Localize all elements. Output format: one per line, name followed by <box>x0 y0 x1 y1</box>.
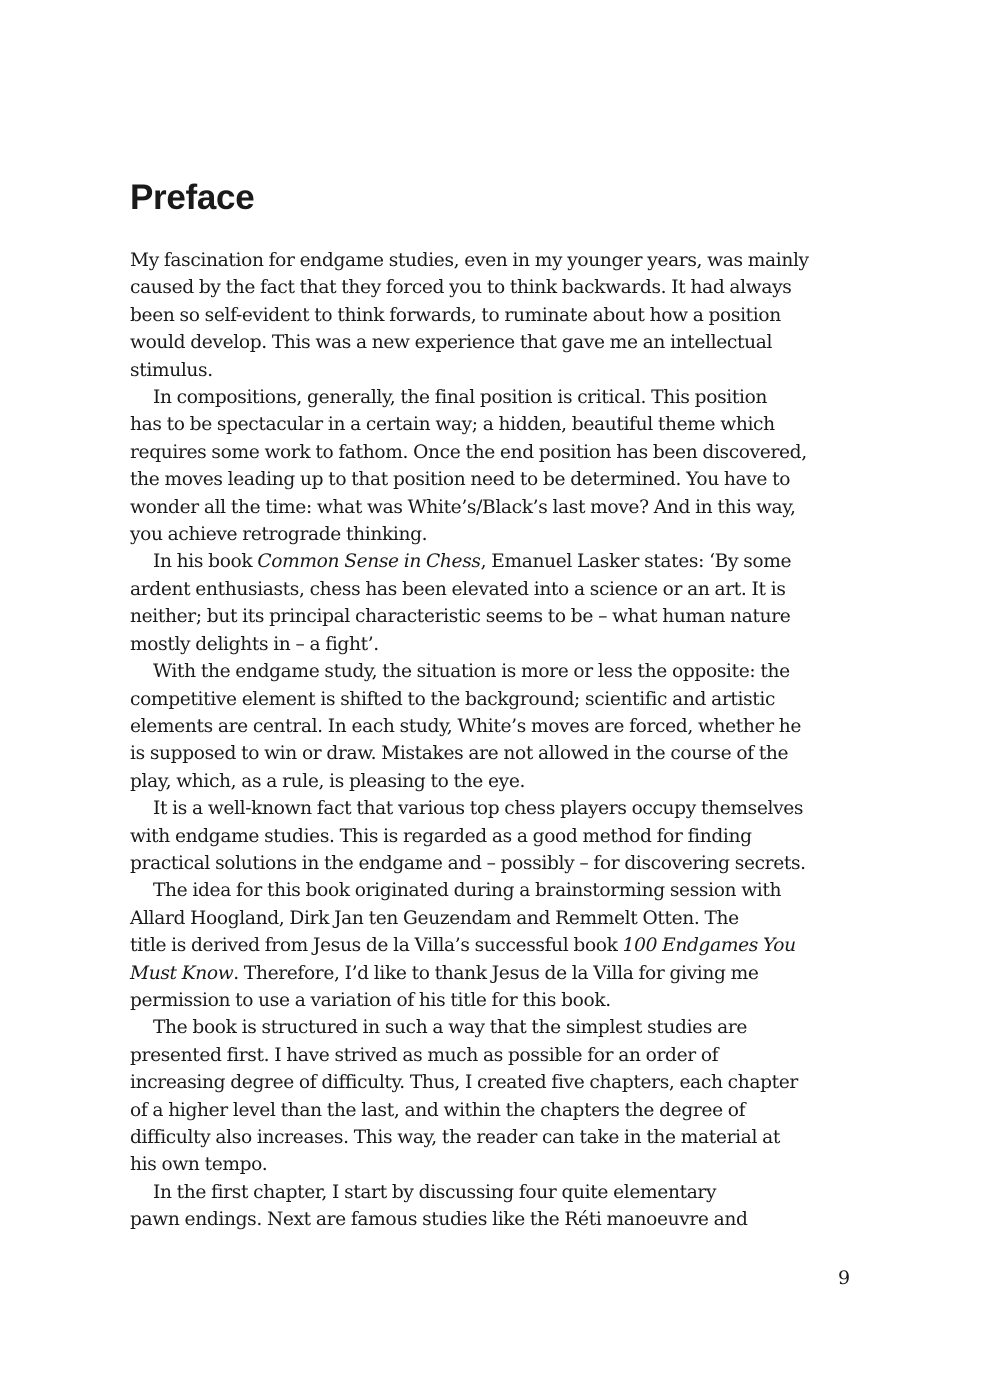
paragraph <box>130 384 865 548</box>
text-segment: The book is structured in such a way that the simplest studies are presented first. I have strived as much as possible for an order of increasing degree of difficulty. Thus, I created five chapters, each chapter of a higher level than the last, and within the chapters the degree of difficulty also increases. This way, the reader can take in the material at his own tempo. <box>130 1017 798 1176</box>
book-title: Common Sense in Chess <box>257 551 481 573</box>
page-number: 9 <box>838 1267 851 1289</box>
paragraph <box>130 247 865 384</box>
text-segment: , Emanuel Lasker states: ‘By some ardent enthusiasts, chess has been elevated into a science or an art. It is neither; but its principal characteristic seems to be – what human nature mostly delights in – a fight’. <box>130 551 792 655</box>
text-segment: In the first chapter, I start by discussing four quite elementary pawn endings. Next are famous studies like the Réti manoeuvre and <box>130 1181 748 1231</box>
text-segment: The idea for this book originated during a brainstorming session with Allard Hoogland, Dirk Jan ten Geuzendam and Remmelt Otten. The title is derived from Jesus de la Villa’s successful book <box>130 880 782 957</box>
body-text <box>130 247 865 1234</box>
text-segment: In his book <box>153 551 258 573</box>
text-segment: My fascination for endgame studies, even in my younger years, was mainly caused by the fact that they forced you to think backwards. It had always been so self-evident to think forwards, to ruminate about how a position would develop. This was a new experience that gave me an intellectual stimulus. <box>130 250 809 381</box>
paragraph <box>130 795 865 877</box>
book-title: 100 Endgames You Must Know <box>130 935 796 984</box>
paragraph <box>130 1014 865 1178</box>
text-segment: . Therefore, I’d like to thank Jesus de la Villa for giving me permission to use a variation of his title for this book. <box>130 962 759 1011</box>
text-segment: In compositions, generally, the final position is critical. This position has to be spectacular in a certain way; a hidden, beautiful theme which requires some work to fathom. Once the end position has been discovered, the moves leading up to that position need to be determined. You have to wonder all the time: what was White’s/Black’s last move? And in this way, you achieve retrograde thinking. <box>130 387 807 546</box>
text-segment: With the endgame study, the situation is more or less the opposite: the competitive element is shifted to the background; scientific and artistic elements are central. In each study, White’s moves are forced, whether he is supposed to win or draw. Mistakes are not allowed in the course of the play, which, as a rule, is pleasing to the eye. <box>130 661 802 792</box>
page-title: Preface <box>130 178 255 217</box>
paragraph <box>130 548 865 658</box>
text-segment: It is a well-known fact that various top chess players occupy themselves with endgame studies. This is regarded as a good method for finding practical solutions in the endgame and – possibly – for discovering secrets. <box>130 798 806 874</box>
paragraph <box>130 1179 865 1234</box>
paragraph <box>130 877 865 1014</box>
paragraph <box>130 658 865 795</box>
